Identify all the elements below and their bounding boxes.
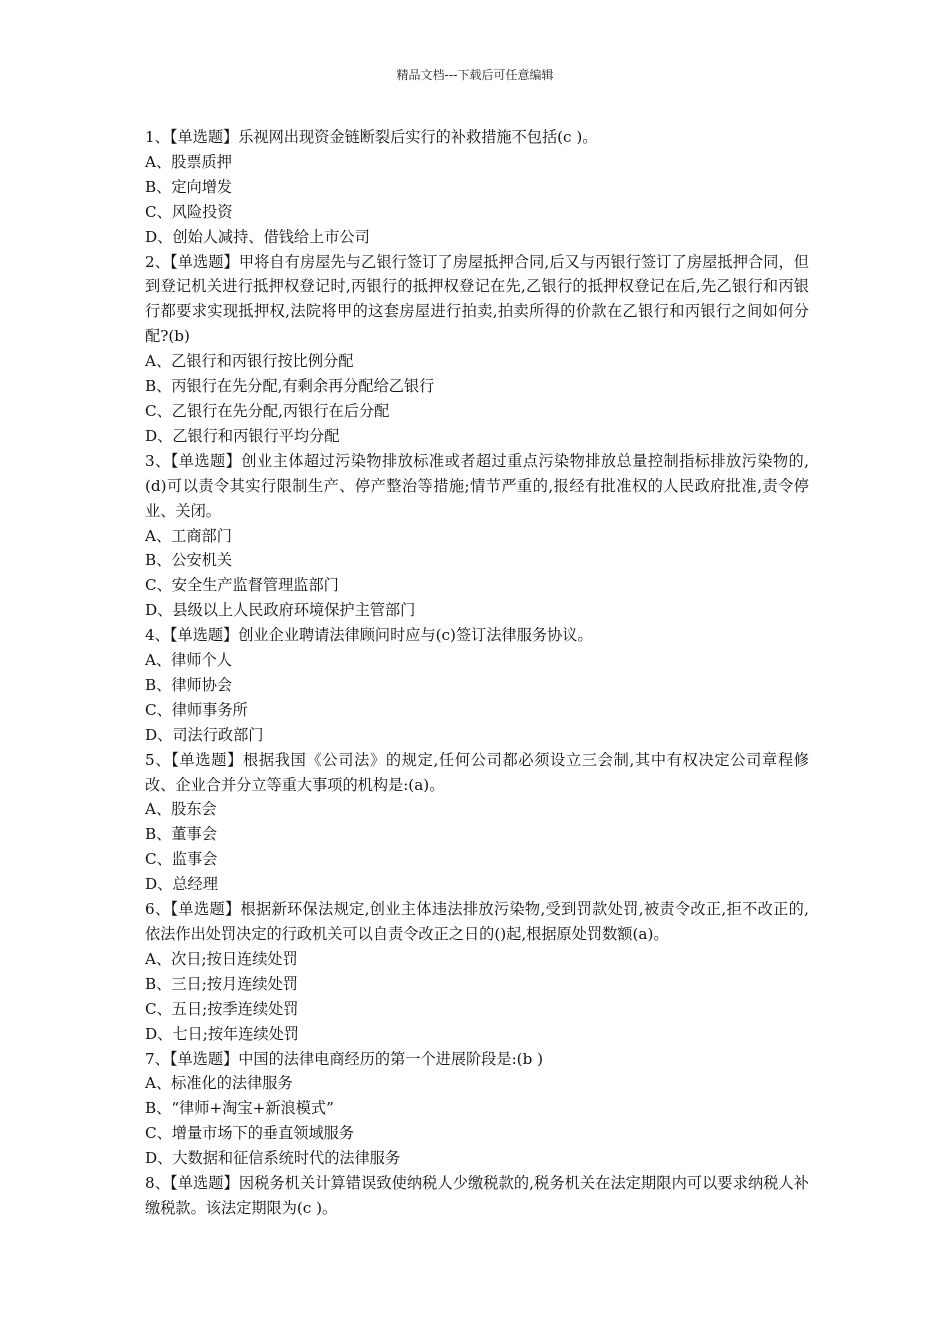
question-stem: 1、【单选题】乐视网出现资金链断裂后实行的补救措施不包括(c )。 bbox=[145, 128, 598, 146]
question-6 bbox=[145, 897, 809, 1046]
option-a: A、标准化的法律服务 bbox=[145, 1074, 293, 1093]
option-b: B、三日;按月连续处罚 bbox=[145, 974, 298, 993]
option-b: B、丙银行在先分配,有剩余再分配给乙银行 bbox=[145, 377, 435, 396]
option-b: B、“律师+淘宝+新浪模式” bbox=[145, 1099, 334, 1118]
question-7 bbox=[145, 1047, 809, 1172]
option-c: C、风险投资 bbox=[145, 202, 233, 221]
question-stem: 4、【单选题】创业企业聘请法律顾问时应与(c)签订法律服务协议。 bbox=[145, 626, 593, 645]
question-3 bbox=[145, 449, 809, 623]
option-b: B、律师协会 bbox=[145, 675, 233, 694]
option-d: D、乙银行和丙银行平均分配 bbox=[145, 426, 340, 445]
option-c: C、监事会 bbox=[145, 850, 218, 869]
option-a: A、股票质押 bbox=[145, 152, 232, 171]
option-b: B、定向增发 bbox=[145, 177, 233, 196]
question-2 bbox=[145, 250, 809, 449]
question-stem: 6、【单选题】根据新环保法规定,创业主体违法排放污染物,受到罚款处罚,被责令改正,拒不改正的,依法作出处罚决定的行政机关可以自责令改正之日的()起,根据原处罚数额(a)。 bbox=[145, 900, 809, 943]
option-a: A、次日;按日连续处罚 bbox=[145, 949, 298, 968]
option-c: C、律师事务所 bbox=[145, 700, 248, 719]
page-header: 精品文档---下载后可任意编辑 bbox=[396, 68, 554, 82]
question-stem: 8、【单选题】因税务机关计算错误致使纳税人少缴税款的,税务机关在法定期限内可以要求纳税人补缴税款。该法定期限为(c )。 bbox=[145, 1174, 809, 1217]
question-stem: 5、【单选题】根据我国《公司法》的规定,任何公司都必须设立三会制,其中有权决定公司章程修改、企业合并分立等重大事项的机构是:(a)。 bbox=[145, 750, 809, 794]
option-a: A、律师个人 bbox=[145, 651, 232, 670]
option-b: B、公安机关 bbox=[145, 551, 233, 570]
question-5 bbox=[145, 748, 809, 897]
question-stem: 3、【单选题】创业主体超过污染物排放标准或者超过重点污染物排放总量控制指标排放污染物的,(d)可以责令其实行限制生产、停产整治等措施;情节严重的,报经有批准权的人民政府批准,责令停业、关闭。 bbox=[145, 451, 809, 520]
option-a: A、乙银行和丙银行按比例分配 bbox=[145, 352, 354, 371]
question-4 bbox=[145, 623, 809, 748]
option-b: B、董事会 bbox=[145, 825, 217, 844]
option-d: D、大数据和征信系统时代的法律服务 bbox=[145, 1149, 401, 1168]
option-a: A、股东会 bbox=[145, 800, 217, 819]
question-list bbox=[145, 125, 809, 1221]
question-8 bbox=[145, 1171, 809, 1221]
option-a: A、工商部门 bbox=[145, 526, 232, 545]
option-c: C、乙银行在先分配,丙银行在后分配 bbox=[145, 401, 390, 420]
option-c: C、安全生产监督管理监部门 bbox=[145, 576, 339, 595]
option-d: D、七日;按年连续处罚 bbox=[145, 1024, 299, 1043]
option-d: D、创始人减持、借钱给上市公司 bbox=[145, 227, 370, 246]
question-stem: 7、【单选题】中国的法律电商经历的第一个进展阶段是:(b ) bbox=[145, 1049, 544, 1068]
question-stem: 2、【单选题】甲将自有房屋先与乙银行签订了房屋抵押合同,后又与丙银行签订了房屋抵押合同，但到登记机关进行抵押权登记时,丙银行的抵押权登记在先,乙银行的抵押权登记在后,先乙银行和丙银行都要求实现抵押权,法院将甲的这套房屋进行拍卖,拍卖所得的价款在乙银行和丙银行之间如何分配?(b) bbox=[145, 252, 809, 346]
option-d: D、总经理 bbox=[145, 875, 218, 894]
option-c: C、增量市场下的垂直领域服务 bbox=[145, 1124, 355, 1143]
question-1 bbox=[145, 125, 809, 250]
option-d: D、县级以上人民政府环境保护主管部门 bbox=[145, 601, 416, 620]
option-c: C、五日;按季连续处罚 bbox=[145, 999, 299, 1018]
option-d: D、司法行政部门 bbox=[145, 725, 264, 744]
